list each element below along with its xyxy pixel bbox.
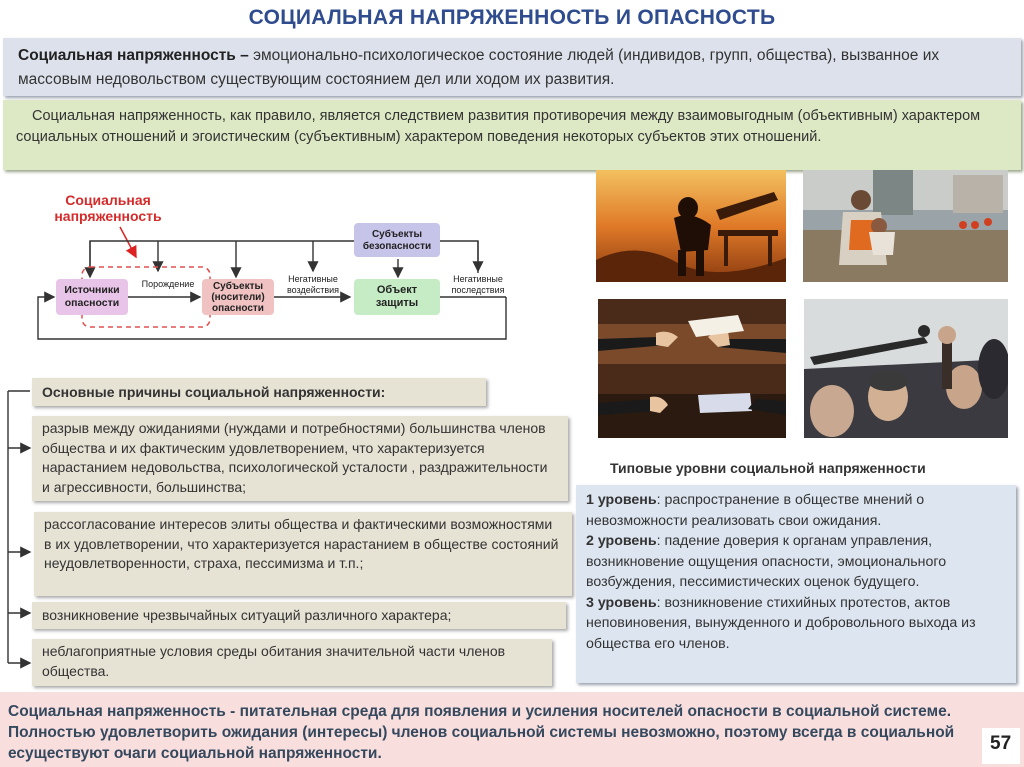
diagram-label-line1: Социальная	[65, 192, 151, 208]
carriers-text-1: Субъекты	[212, 281, 264, 292]
security-text-2: безопасности	[362, 241, 432, 252]
page-number: 57	[990, 733, 1012, 754]
levels-text	[586, 490, 1012, 654]
level-1-text: : распространение в обществе мнений о невозможности реализовать свои ожидания.	[586, 492, 925, 529]
cause-text: Социальная напряженность, как правило, является следствием развития противоречия между взаимовыгодным (объективным) характером социальных отношений и эгоистическим (субъективным) характером поведения некоторых субъектов этих отношений.	[16, 108, 981, 145]
negative-consequences-2: последствия	[451, 285, 505, 295]
reasons-heading: Основные причины социальной напряженности:	[32, 378, 486, 406]
flood-rescue-photo	[803, 170, 1008, 282]
reason-item-1: разрыв между ожиданиями (нуждами и потребностями) большинства членов общества и их фактическим удовлетворением, что характеризуется нарастанием недовольства, психологической усталости , раздражительности и агрессивности, большинства;	[32, 416, 568, 501]
diagram-label-line2: напряженность	[54, 208, 162, 224]
level-1	[586, 490, 1012, 531]
level-3	[586, 593, 1012, 655]
definition-term: Социальная напряженность –	[18, 47, 249, 64]
negative-actions-1: Негативные	[288, 274, 338, 284]
levels-title: Типовые уровни социальной напряженности	[610, 460, 926, 476]
conclusion-text: Социальная напряженность - питательная среда для появления и усиления носителей опасности в социальной системе. Полностью удовлетворить ожидания (интересы) членов социальной системы невозможно, поэтому всегда в социальной есуществуют очаги социальной напряженности.	[8, 703, 955, 762]
carriers-text-2: (носители)	[211, 292, 265, 303]
danger-flow-diagram	[28, 185, 518, 350]
level-3-label: 3 уровень	[586, 594, 657, 611]
generation-label: Порождение	[141, 279, 195, 289]
protest-photo	[804, 299, 1008, 438]
reasons-connector	[0, 385, 34, 670]
level-1-label: 1 уровень	[586, 492, 657, 508]
carriers-text-3: опасности	[212, 303, 264, 314]
object-text-1: Объект	[376, 284, 418, 296]
page-title: СОЦИАЛЬНАЯ НАПРЯЖЕННОСТЬ И ОПАСНОСТЬ	[248, 6, 776, 29]
negative-actions-2: воздействия	[286, 285, 340, 295]
bribe-photo	[598, 299, 786, 438]
reason-item-2: рассогласование интересов элиты общества и фактическими возможностями в их удовлетворении, что характеризуется нарастанием в обществе состояний неудовлетворенности, страха, пессимизма и т.п.;	[34, 512, 572, 596]
sources-text-2: опасности	[64, 297, 120, 309]
definition-text	[18, 44, 1014, 92]
definition-body: эмоционально-психологическое состояние людей (индивидов, групп, общества), вызванное их массовым недовольством существующим состоянием дел или ходом их развития.	[18, 47, 940, 88]
security-text-1: Субъекты	[371, 229, 423, 240]
despair-photo	[596, 170, 786, 282]
reason-item-3: возникновение чрезвычайных ситуаций различного характера;	[32, 602, 566, 629]
level-2-text: : падение доверия к органам управления, возникновение ощущения опасности, эмоционального возбуждения, пессимистических оценок будущего.	[586, 533, 947, 590]
negative-consequences-1: Негативные	[453, 274, 503, 284]
object-text-2: защиты	[375, 297, 419, 309]
label-arrow	[120, 227, 136, 257]
level-2	[586, 531, 1012, 593]
level-3-text: : возникновение стихийных протестов, актов неповиновения, вынужденного и добровольного выхода из общества его членов.	[586, 594, 976, 652]
reason-item-4: неблагоприятные условия среды обитания значительной части членов общества.	[32, 639, 552, 686]
sources-text-1: Источники	[64, 284, 120, 296]
level-2-label: 2 уровень	[586, 533, 657, 549]
